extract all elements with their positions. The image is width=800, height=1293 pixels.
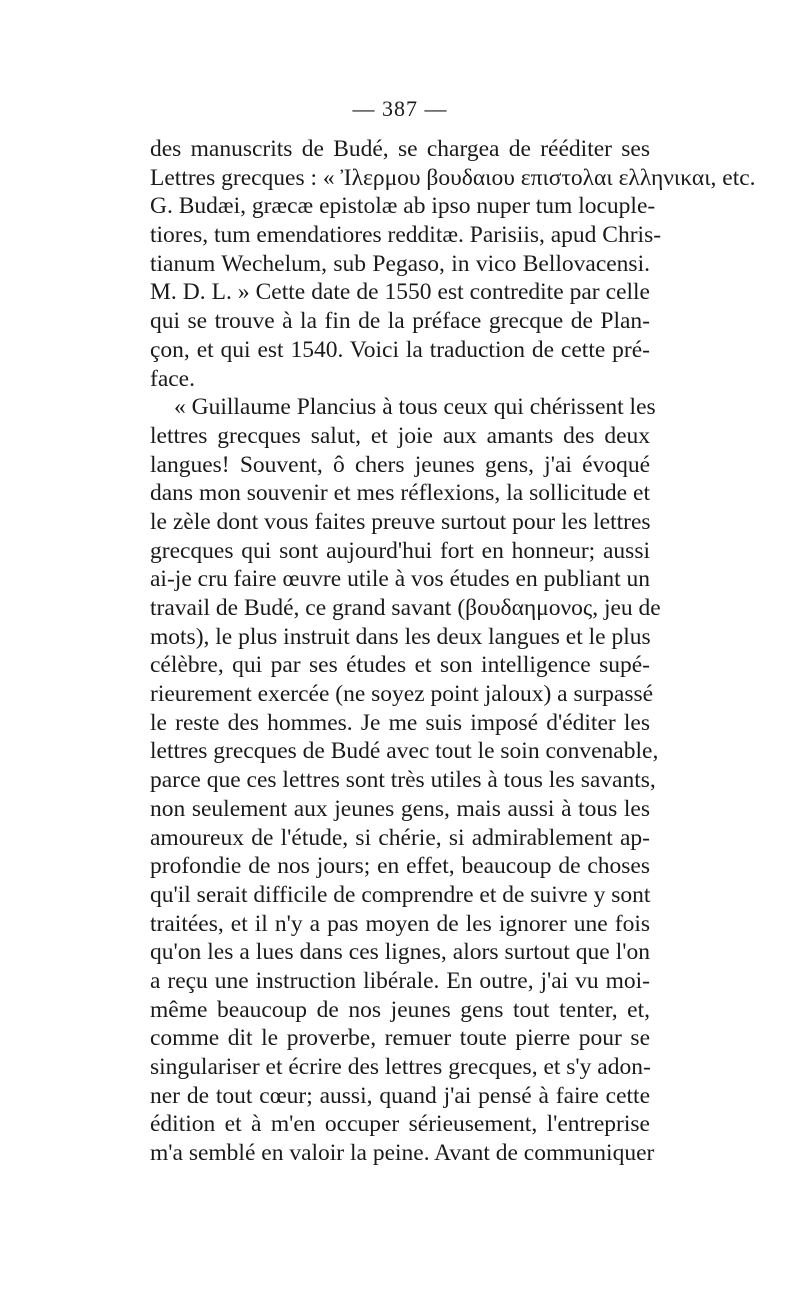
text-line: qu'on les a lues dans ces lignes, alors surtout que l'on	[150, 939, 650, 966]
text-line: dans mon souvenir et mes réflexions, la sollicitude et	[150, 480, 650, 507]
body-text	[150, 135, 756, 1168]
text-line: comme dit le proverbe, remuer toute pierre pour se	[150, 1025, 650, 1052]
text-line: qui se trouve à la fin de la préface grecque de Plan-	[150, 308, 650, 335]
text-line: lettres grecques salut, et joie aux amants des deux	[150, 422, 650, 449]
paragraph-2	[150, 393, 661, 1168]
text-line: grecques qui sont aujourd'hui fort en honneur; aussi	[150, 537, 650, 564]
text-line: travail de Budé, ce grand savant (βουδαημονος, jeu de	[150, 595, 661, 621]
text-line: amoureux de l'étude, si chérie, si admirablement ap-	[150, 824, 650, 851]
text-line: ai-je cru faire œuvre utile à vos études en publiant un	[150, 566, 650, 593]
text-line: face.	[150, 365, 195, 392]
text-line: Lettres grecques : « Ἰλερμου βουδαιου επιστολαι ελληνικαι, etc.	[150, 164, 756, 191]
text-line: tiores, tum emendatiores redditæ. Parisiis, apud Chris-	[150, 222, 662, 249]
text-line: a reçu une instruction libérale. En outre, j'ai vu moi-	[150, 967, 650, 994]
text-line: çon, et qui est 1540. Voici la traduction de cette pré-	[150, 336, 650, 363]
text-line: des manuscrits de Budé, se chargea de rééditer ses	[150, 136, 650, 162]
text-line: lettres grecques de Budé avec tout le soin convenable,	[150, 738, 659, 765]
text-line: langues! Souvent, ô chers jeunes gens, j'ai évoqué	[150, 451, 650, 478]
text-line: le zèle dont vous faites preuve surtout pour les lettres	[150, 508, 651, 535]
text-line: rieurement exercée (ne soyez point jaloux) a surpassé	[150, 681, 654, 708]
text-line: mots), le plus instruit dans les deux langues et le plus	[150, 623, 651, 650]
page-number: — 387 —	[352, 96, 448, 121]
text-line: singulariser et écrire des lettres grecques, et s'y adon-	[150, 1054, 651, 1080]
paragraph-1	[150, 135, 756, 393]
text-line: traitées, et il n'y a pas moyen de les ignorer une fois	[150, 910, 650, 937]
text-line: non seulement aux jeunes gens, mais aussi à tous les	[150, 795, 650, 822]
text-line: célèbre, qui par ses études et son intelligence supé-	[150, 652, 650, 679]
text-line: parce que ces lettres sont très utiles à tous les savants,	[150, 767, 656, 794]
text-line: tianum Wechelum, sub Pegaso, in vico Bellovacensi.	[150, 250, 650, 277]
text-line: G. Budæi, græcæ epistolæ ab ipso nuper tum locuple-	[150, 193, 656, 220]
text-line: M. D. L. » Cette date de 1550 est contredite par celle	[150, 279, 650, 306]
text-line: m'a semblé en valoir la peine. Avant de communiquer	[150, 1140, 655, 1167]
text-line: ner de tout cœur; aussi, quand j'ai pensé à faire cette	[150, 1082, 650, 1109]
text-line: même beaucoup de nos jeunes gens tout tenter, et,	[150, 996, 650, 1023]
text-line: le reste des hommes. Je me suis imposé d'éditer les	[150, 709, 650, 736]
text-line: édition et à m'en occuper sérieusement, l'entreprise	[150, 1111, 650, 1138]
text-line: profondie de nos jours; en effet, beaucoup de choses	[150, 853, 650, 880]
text-line: « Guillaume Plancius à tous ceux qui chérissent les	[174, 394, 656, 421]
text-line: qu'il serait difficile de comprendre et de suivre y sont	[150, 881, 651, 908]
